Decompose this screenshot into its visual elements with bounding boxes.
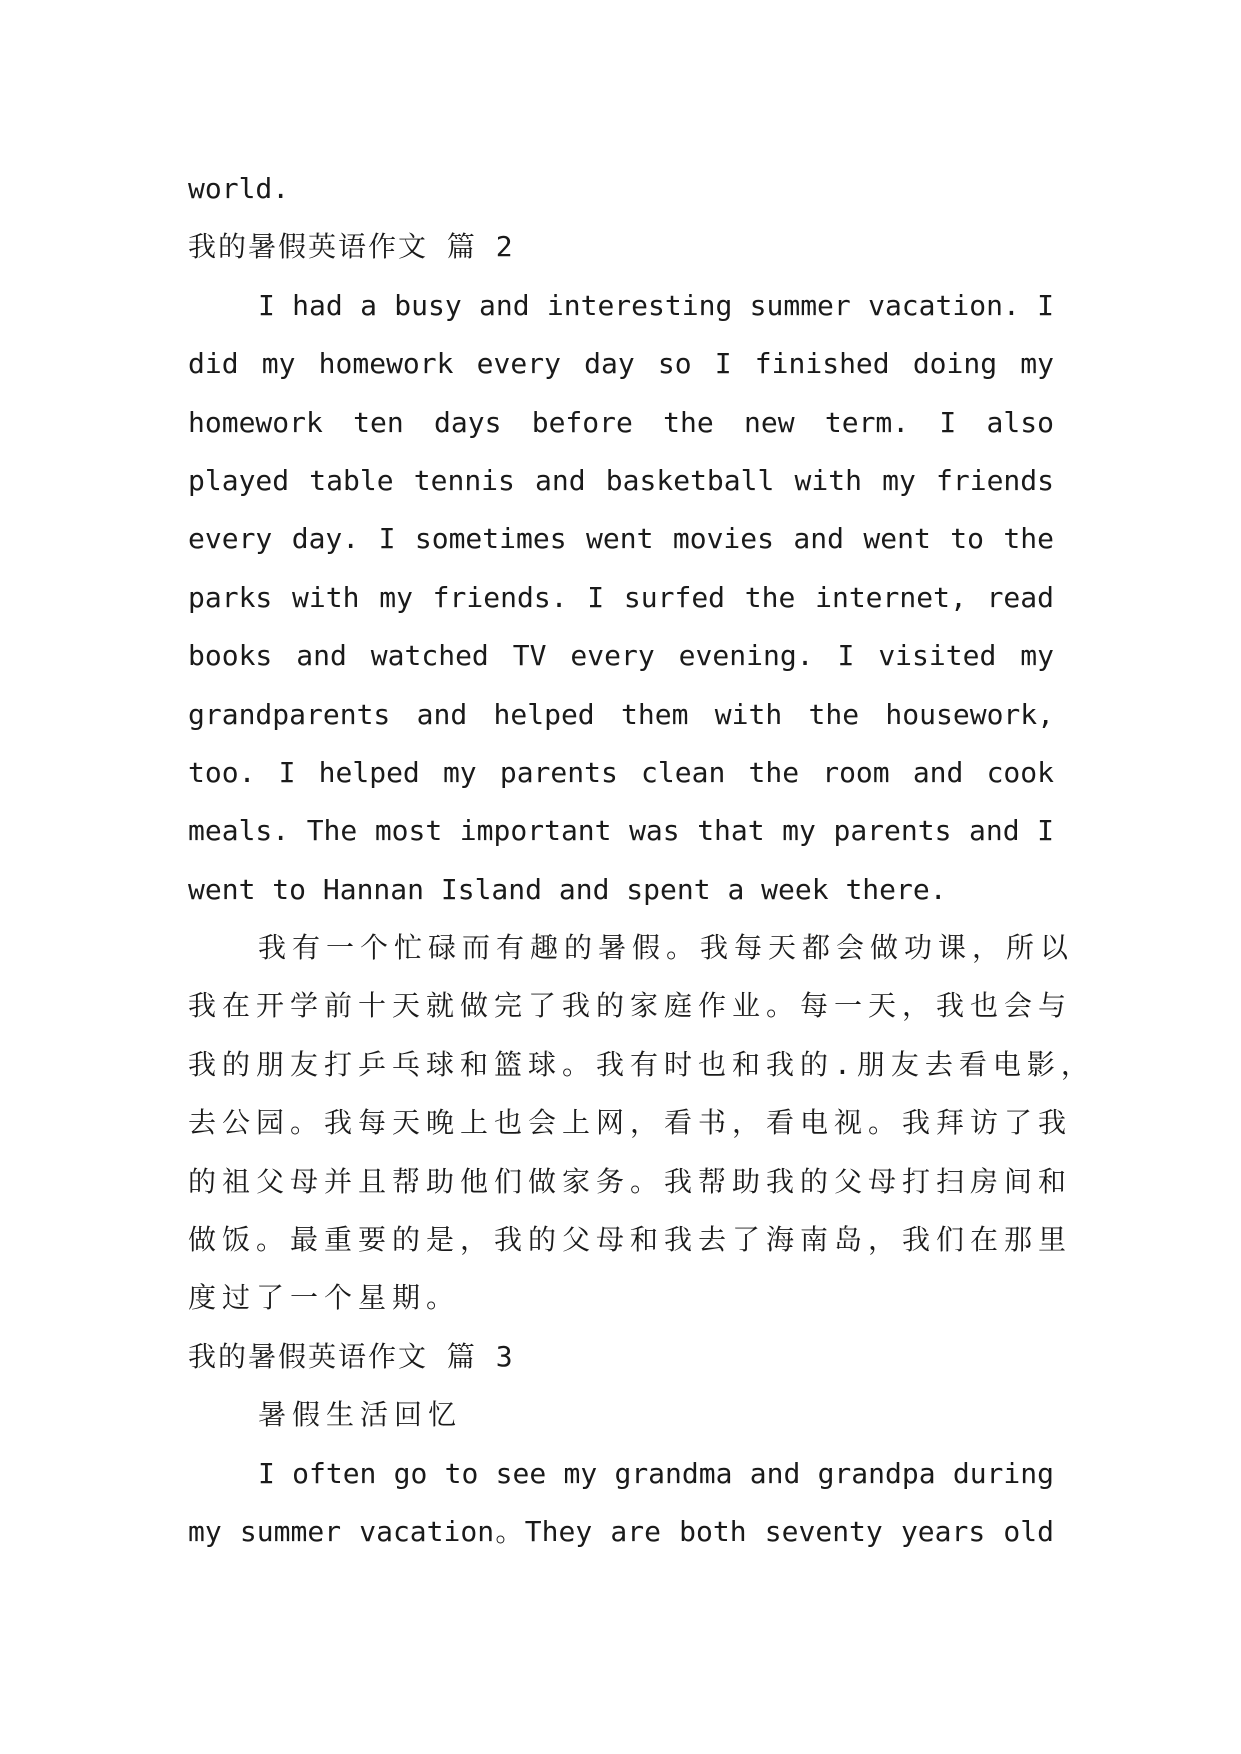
paragraph-line: 的祖父母并且帮助他们做家务。我帮助我的父母打扫房间和 (188, 1164, 1073, 1198)
text-line: world. (188, 172, 290, 205)
subtitle: 暑假生活回忆 (258, 1398, 463, 1432)
paragraph-line: meals. The most important was that my parents and I (188, 814, 1054, 848)
section-heading: 我的暑假英语作文 篇 2 (188, 230, 515, 264)
paragraph-line: 做饭。最重要的是，我的父母和我去了海南岛，我们在那里 (188, 1223, 1073, 1257)
paragraph-line: my summer vacation。They are both seventy years old (188, 1514, 1054, 1548)
section-heading: 我的暑假英语作文 篇 3 (188, 1339, 515, 1373)
paragraph-line: went to Hannan Island and spent a week there. (188, 872, 947, 906)
paragraph-line: 我在开学前十天就做完了我的家庭作业。每一天，我也会与 (188, 989, 1073, 1023)
paragraph-line: too. I helped my parents clean the room and cook (188, 755, 1054, 789)
paragraph-line: played table tennis and basketball with my friends (188, 463, 1054, 497)
paragraph-line: parks with my friends. I surfed the internet, read (188, 580, 1054, 614)
paragraph-line: 我有一个忙碌而有趣的暑假。我每天都会做功课，所以 (258, 931, 1075, 965)
paragraph-line: did my homework every day so I finished doing my (188, 347, 1054, 381)
paragraph-line: I had a busy and interesting summer vacation. I (258, 288, 1054, 322)
paragraph-line: grandparents and helped them with the housework, (188, 697, 1054, 731)
document-body (188, 160, 1095, 1561)
paragraph-line: books and watched TV every evening. I visited my (188, 639, 1054, 673)
paragraph-line: homework ten days before the new term. I also (188, 405, 1054, 439)
paragraph-line: 去公园。我每天晚上也会上网，看书，看电视。我拜访了我 (188, 1106, 1073, 1140)
paragraph-line: I often go to see my grandma and grandpa during (258, 1456, 1054, 1490)
paragraph-line: every day. I sometimes went movies and went to the (188, 522, 1054, 556)
paragraph-line: 度过了一个星期。 (188, 1281, 461, 1315)
paragraph-line: 我的朋友打乒乓球和篮球。我有时也和我的.朋友去看电影， (188, 1047, 1095, 1081)
